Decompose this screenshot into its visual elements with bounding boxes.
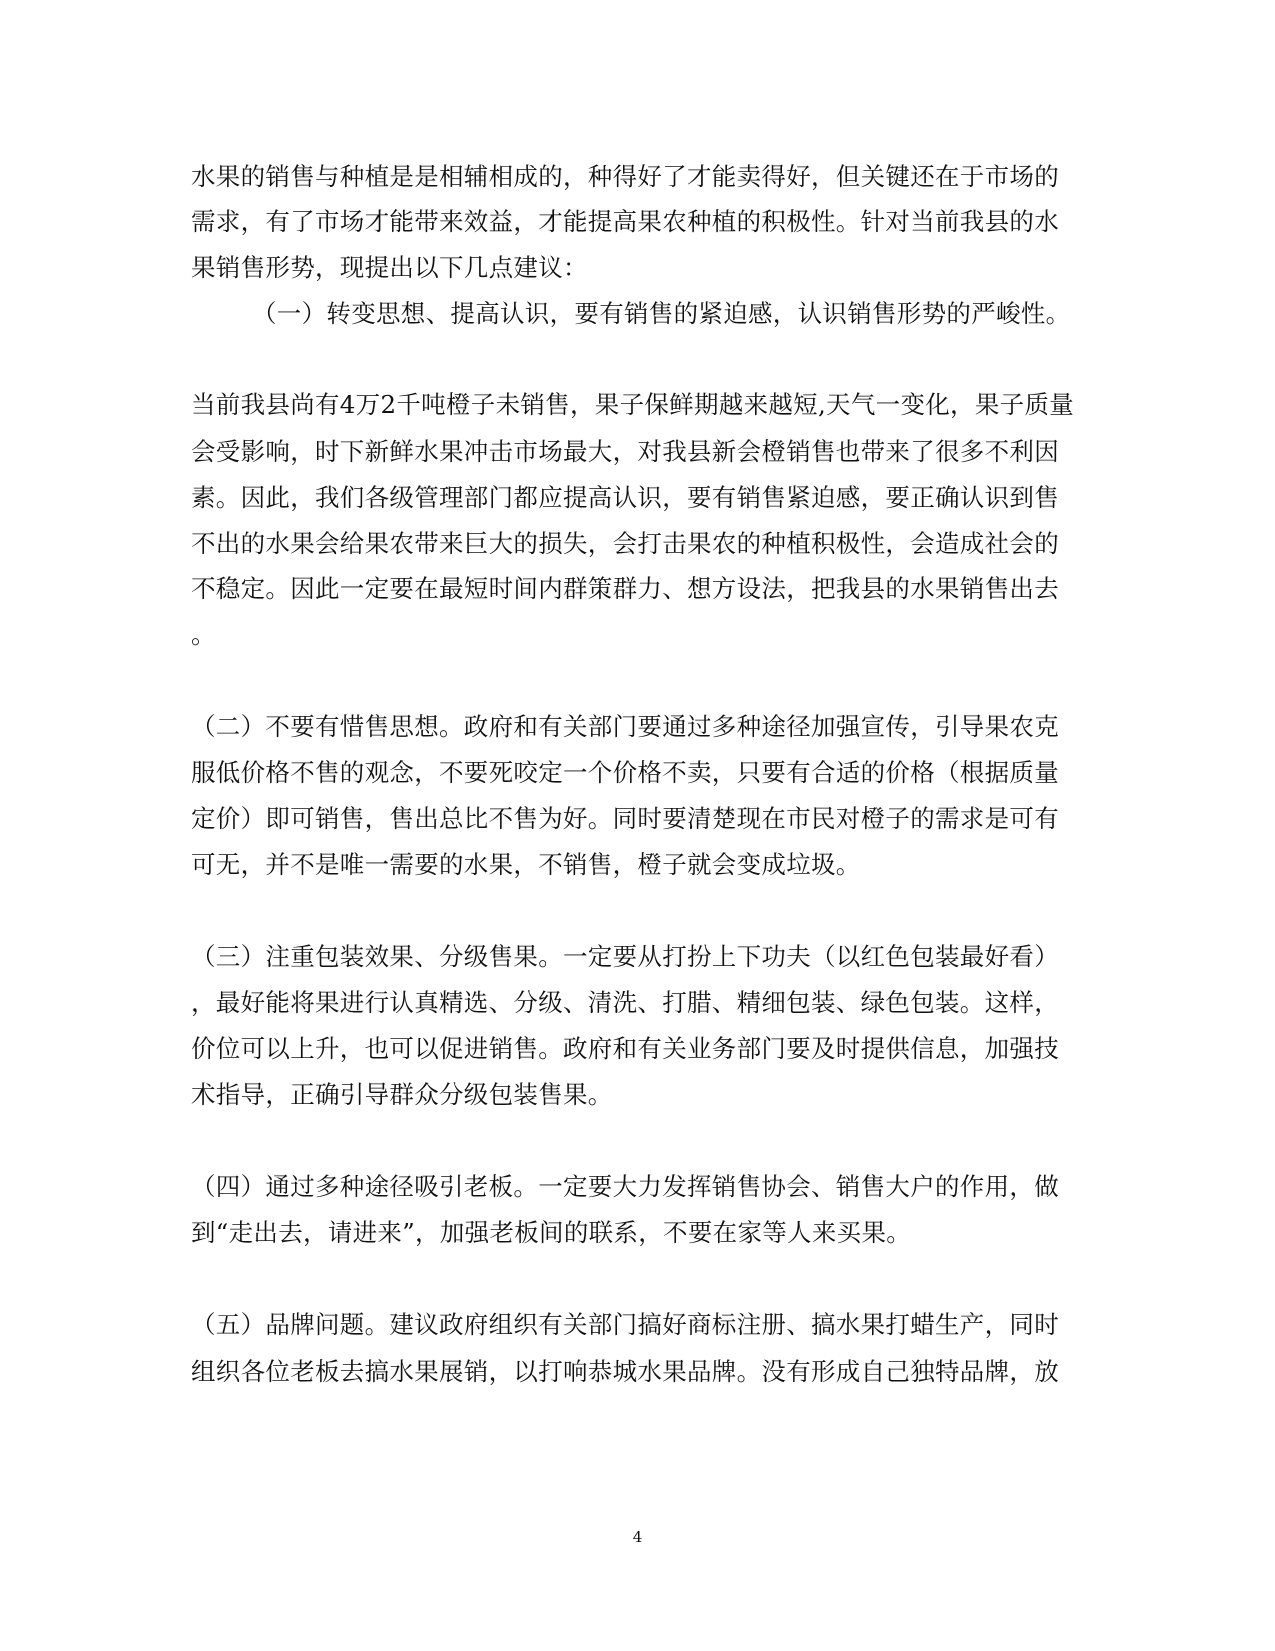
paragraph-5-line-2: 到“走出去，请进来”，加强老板间的联系，不要在家等人来买果。 — [191, 1218, 912, 1247]
paragraph-2-line-4: 不出的水果会给果农带来巨大的损失，会打击果农的种植积极性，会造成社会的 — [191, 529, 1059, 558]
paragraph-3-line-1: （二）不要有惜售思想。政府和有关部门要通过多种途径加强宣传，引导果农克 — [191, 712, 1059, 741]
page-number: 4 — [632, 1528, 643, 1546]
paragraph-3-line-2: 服低价格不售的观念，不要死咬定一个价格不卖，只要有合适的价格（根据质量 — [191, 758, 1059, 787]
paragraph-6-line-2: 组织各位老板去搞水果展销，以打响恭城水果品牌。没有形成自己独特品牌，放 — [191, 1357, 1059, 1386]
paragraph-4-line-2: ，最好能将果进行认真精选、分级、清洗、打腊、精细包装、绿色包装。这样， — [191, 988, 1059, 1017]
section-heading-1: （一）转变思想、提高认识，要有销售的紧迫感，认识销售形势的严峻性。 — [252, 299, 1071, 328]
paragraph-4-line-1: （三）注重包装效果、分级售果。一定要从打扮上下功夫（以红色包装最好看） — [191, 942, 1059, 971]
paragraph-5-line-1: （四）通过多种途径吸引老板。一定要大力发挥销售协会、销售大户的作用，做 — [191, 1172, 1059, 1201]
paragraph-6-line-1: （五）品牌问题。建议政府组织有关部门搞好商标注册、搞水果打蜡生产，同时 — [191, 1310, 1059, 1339]
paragraph-2-line-6: 。 — [191, 620, 216, 649]
paragraph-2-line-3: 素。因此，我们各级管理部门都应提高认识，要有销售紧迫感，要正确认识到售 — [191, 483, 1059, 512]
paragraph-4-line-4: 术指导，正确引导群众分级包装售果。 — [191, 1080, 613, 1109]
paragraph-4-line-3: 价位可以上升，也可以促进销售。政府和有关业务部门要及时提供信息，加强技 — [191, 1034, 1059, 1063]
paragraph-2-line-1: 当前我县尚有4万2千吨橙子未销售，果子保鲜期越来越短,天气一变化，果子质量 — [191, 390, 1075, 419]
paragraph-1-line-3: 果销售形势，现提出以下几点建议： — [191, 253, 588, 282]
paragraph-1-line-2: 需求，有了市场才能带来效益，才能提高果农种植的积极性。针对当前我县的水 — [191, 207, 1059, 236]
paragraph-1-line-1: 水果的销售与种植是是相辅相成的，种得好了才能卖得好，但关键还在于市场的 — [191, 162, 1059, 191]
paragraph-2-line-2: 会受影响，时下新鲜水果冲击市场最大，对我县新会橙销售也带来了很多不利因 — [191, 437, 1059, 466]
paragraph-3-line-3: 定价）即可销售，售出总比不售为好。同时要清楚现在市民对橙子的需求是可有 — [191, 804, 1059, 833]
paragraph-3-line-4: 可无，并不是唯一需要的水果，不销售，橙子就会变成垃圾。 — [191, 850, 861, 879]
paragraph-2-line-5: 不稳定。因此一定要在最短时间内群策群力、想方设法，把我县的水果销售出去 — [191, 574, 1059, 603]
